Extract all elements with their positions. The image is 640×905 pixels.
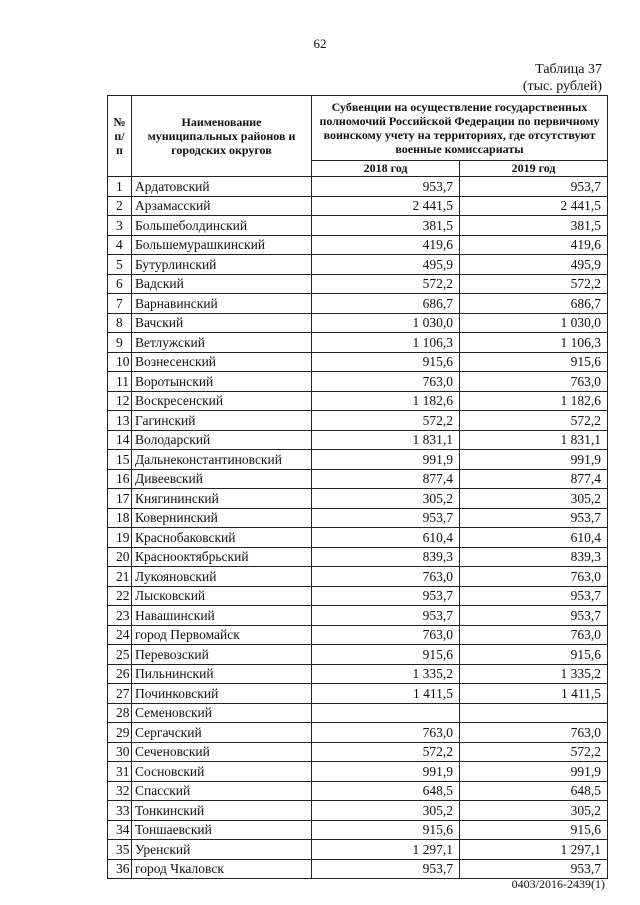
value-2019: 915,6 [460, 645, 608, 665]
table-row [108, 411, 608, 431]
district-name: Арзамасский [132, 196, 312, 216]
value-2018: 495,9 [312, 255, 460, 275]
district-name: Лысковский [132, 586, 312, 606]
district-name: Краснооктябрьский [132, 547, 312, 567]
subvention-table [107, 95, 608, 879]
value-2019: 953,7 [460, 586, 608, 606]
value-2018: 763,0 [312, 567, 460, 587]
value-2018: 953,7 [312, 586, 460, 606]
row-number: 17 [108, 489, 132, 509]
value-2018: 2 441,5 [312, 196, 460, 216]
table-row [108, 859, 608, 879]
value-2019: 2 441,5 [460, 196, 608, 216]
row-number: 25 [108, 645, 132, 665]
district-name: Перевозский [132, 645, 312, 665]
value-2019: 1 030,0 [460, 313, 608, 333]
table-row [108, 469, 608, 489]
value-2018: 763,0 [312, 372, 460, 392]
value-2018 [312, 703, 460, 723]
value-2018: 1 335,2 [312, 664, 460, 684]
table-body [108, 177, 608, 879]
value-2018: 686,7 [312, 294, 460, 314]
table-row [108, 684, 608, 704]
district-name: Дальнеконстантиновский [132, 450, 312, 470]
district-name: Воскресенский [132, 391, 312, 411]
value-2019: 1 182,6 [460, 391, 608, 411]
table-row [108, 781, 608, 801]
district-name: Вадский [132, 274, 312, 294]
district-name: город Первомайск [132, 625, 312, 645]
value-2019: 953,7 [460, 859, 608, 879]
row-number: 5 [108, 255, 132, 275]
value-2019: 763,0 [460, 625, 608, 645]
table-row [108, 762, 608, 782]
value-2018: 953,7 [312, 606, 460, 626]
row-number: 16 [108, 469, 132, 489]
table-row [108, 625, 608, 645]
table-row [108, 489, 608, 509]
value-2019: 877,4 [460, 469, 608, 489]
row-number: 27 [108, 684, 132, 704]
table-caption [523, 61, 602, 95]
district-name: Сосновский [132, 762, 312, 782]
value-2019: 763,0 [460, 723, 608, 743]
district-name: Сеченовский [132, 742, 312, 762]
value-2019: 381,5 [460, 216, 608, 236]
row-number: 18 [108, 508, 132, 528]
table-row [108, 528, 608, 548]
row-number: 13 [108, 411, 132, 431]
value-2018: 572,2 [312, 274, 460, 294]
value-2018: 305,2 [312, 801, 460, 821]
table-row [108, 313, 608, 333]
value-2018: 572,2 [312, 411, 460, 431]
value-2019: 839,3 [460, 547, 608, 567]
table-row [108, 820, 608, 840]
district-name: Большеболдинский [132, 216, 312, 236]
district-name: Вознесенский [132, 352, 312, 372]
value-2019 [460, 703, 608, 723]
value-2019: 915,6 [460, 352, 608, 372]
row-number: 7 [108, 294, 132, 314]
value-2018: 305,2 [312, 489, 460, 509]
district-name: Володарский [132, 430, 312, 450]
page-number: 62 [313, 36, 327, 51]
value-2018: 763,0 [312, 625, 460, 645]
district-name: Ардатовский [132, 177, 312, 197]
district-name: Большемурашкинский [132, 235, 312, 255]
value-2019: 686,7 [460, 294, 608, 314]
header-num: № п/п [108, 96, 132, 177]
value-2018: 1 411,5 [312, 684, 460, 704]
value-2019: 953,7 [460, 606, 608, 626]
row-number: 20 [108, 547, 132, 567]
table-row [108, 391, 608, 411]
district-name: Ковернинский [132, 508, 312, 528]
value-2019: 610,4 [460, 528, 608, 548]
district-name: Тоншаевский [132, 820, 312, 840]
table-row [108, 547, 608, 567]
table-row [108, 450, 608, 470]
value-2019: 305,2 [460, 489, 608, 509]
units-label: (тыс. рублей) [522, 79, 602, 94]
row-number: 35 [108, 840, 132, 860]
value-2019: 953,7 [460, 508, 608, 528]
value-2019: 1 297,1 [460, 840, 608, 860]
value-2019: 763,0 [460, 567, 608, 587]
value-2018: 953,7 [312, 508, 460, 528]
district-name: Лукояновский [132, 567, 312, 587]
value-2019: 953,7 [460, 177, 608, 197]
value-2019: 915,6 [460, 820, 608, 840]
value-2019: 495,9 [460, 255, 608, 275]
district-name: город Чкаловск [132, 859, 312, 879]
district-name: Воротынский [132, 372, 312, 392]
district-name: Варнавинский [132, 294, 312, 314]
value-2018: 763,0 [312, 723, 460, 743]
table-row [108, 352, 608, 372]
table-row [108, 274, 608, 294]
value-2018: 991,9 [312, 762, 460, 782]
table-row [108, 196, 608, 216]
value-2019: 572,2 [460, 274, 608, 294]
value-2018: 915,6 [312, 645, 460, 665]
row-number: 29 [108, 723, 132, 743]
value-2019: 648,5 [460, 781, 608, 801]
header-name: Наименование муниципальных районов и городских округов [132, 96, 312, 177]
district-name: Княгининский [132, 489, 312, 509]
row-number: 9 [108, 333, 132, 353]
row-number: 31 [108, 762, 132, 782]
row-number: 4 [108, 235, 132, 255]
row-number: 34 [108, 820, 132, 840]
row-number: 26 [108, 664, 132, 684]
table-row [108, 606, 608, 626]
value-2018: 915,6 [312, 352, 460, 372]
table-row [108, 430, 608, 450]
row-number: 33 [108, 801, 132, 821]
row-number: 22 [108, 586, 132, 606]
row-number: 12 [108, 391, 132, 411]
table-row [108, 333, 608, 353]
district-name: Гагинский [132, 411, 312, 431]
table-row [108, 723, 608, 743]
row-number: 8 [108, 313, 132, 333]
value-2018: 991,9 [312, 450, 460, 470]
value-2018: 1 831,1 [312, 430, 460, 450]
table-row [108, 645, 608, 665]
value-2018: 610,4 [312, 528, 460, 548]
header-subvention: Субвенции на осуществление государственных полномочий Российской Федерации по первичному воинскому учету на территориях, где отсутствуют военные комиссариаты [312, 96, 608, 161]
value-2019: 763,0 [460, 372, 608, 392]
table-row [108, 372, 608, 392]
value-2018: 1 106,3 [312, 333, 460, 353]
table-row [108, 840, 608, 860]
district-name: Починковский [132, 684, 312, 704]
row-number: 21 [108, 567, 132, 587]
value-2018: 915,6 [312, 820, 460, 840]
value-2018: 953,7 [312, 859, 460, 879]
table-row [108, 235, 608, 255]
value-2018: 839,3 [312, 547, 460, 567]
row-number: 15 [108, 450, 132, 470]
row-number: 14 [108, 430, 132, 450]
table-row [108, 177, 608, 197]
district-name: Ветлужский [132, 333, 312, 353]
value-2019: 991,9 [460, 762, 608, 782]
table-row [108, 664, 608, 684]
value-2019: 305,2 [460, 801, 608, 821]
value-2018: 953,7 [312, 177, 460, 197]
row-number: 2 [108, 196, 132, 216]
district-name: Спасский [132, 781, 312, 801]
value-2018: 419,6 [312, 235, 460, 255]
district-name: Навашинский [132, 606, 312, 626]
table-row [108, 508, 608, 528]
value-2019: 1 411,5 [460, 684, 608, 704]
value-2019: 419,6 [460, 235, 608, 255]
row-number: 30 [108, 742, 132, 762]
district-name: Уренский [132, 840, 312, 860]
district-name: Бутурлинский [132, 255, 312, 275]
row-number: 19 [108, 528, 132, 548]
header-year-2018: 2018 год [312, 161, 460, 177]
table-row [108, 216, 608, 236]
value-2019: 572,2 [460, 742, 608, 762]
district-name: Дивеевский [132, 469, 312, 489]
row-number: 23 [108, 606, 132, 626]
value-2019: 1 106,3 [460, 333, 608, 353]
value-2018: 877,4 [312, 469, 460, 489]
value-2018: 1 297,1 [312, 840, 460, 860]
table-row [108, 586, 608, 606]
table-row [108, 294, 608, 314]
value-2019: 1 831,1 [460, 430, 608, 450]
value-2018: 572,2 [312, 742, 460, 762]
row-number: 3 [108, 216, 132, 236]
district-name: Пильнинский [132, 664, 312, 684]
header-year-2019: 2019 год [460, 161, 608, 177]
value-2019: 991,9 [460, 450, 608, 470]
row-number: 24 [108, 625, 132, 645]
value-2019: 572,2 [460, 411, 608, 431]
table-row [108, 703, 608, 723]
table-row [108, 255, 608, 275]
row-number: 11 [108, 372, 132, 392]
district-name: Краснобаковский [132, 528, 312, 548]
row-number: 28 [108, 703, 132, 723]
row-number: 32 [108, 781, 132, 801]
row-number: 36 [108, 859, 132, 879]
table-row [108, 801, 608, 821]
document-code: 0403/2016-2439(1) [511, 877, 605, 891]
district-name: Тонкинский [132, 801, 312, 821]
value-2018: 1 182,6 [312, 391, 460, 411]
district-name: Семеновский [132, 703, 312, 723]
value-2018: 1 030,0 [312, 313, 460, 333]
table-row [108, 567, 608, 587]
row-number: 1 [108, 177, 132, 197]
row-number: 10 [108, 352, 132, 372]
value-2018: 381,5 [312, 216, 460, 236]
value-2018: 648,5 [312, 781, 460, 801]
row-number: 6 [108, 274, 132, 294]
value-2019: 1 335,2 [460, 664, 608, 684]
table-label: Таблица 37 [535, 62, 602, 77]
district-name: Сергачский [132, 723, 312, 743]
table-row [108, 742, 608, 762]
district-name: Вачский [132, 313, 312, 333]
